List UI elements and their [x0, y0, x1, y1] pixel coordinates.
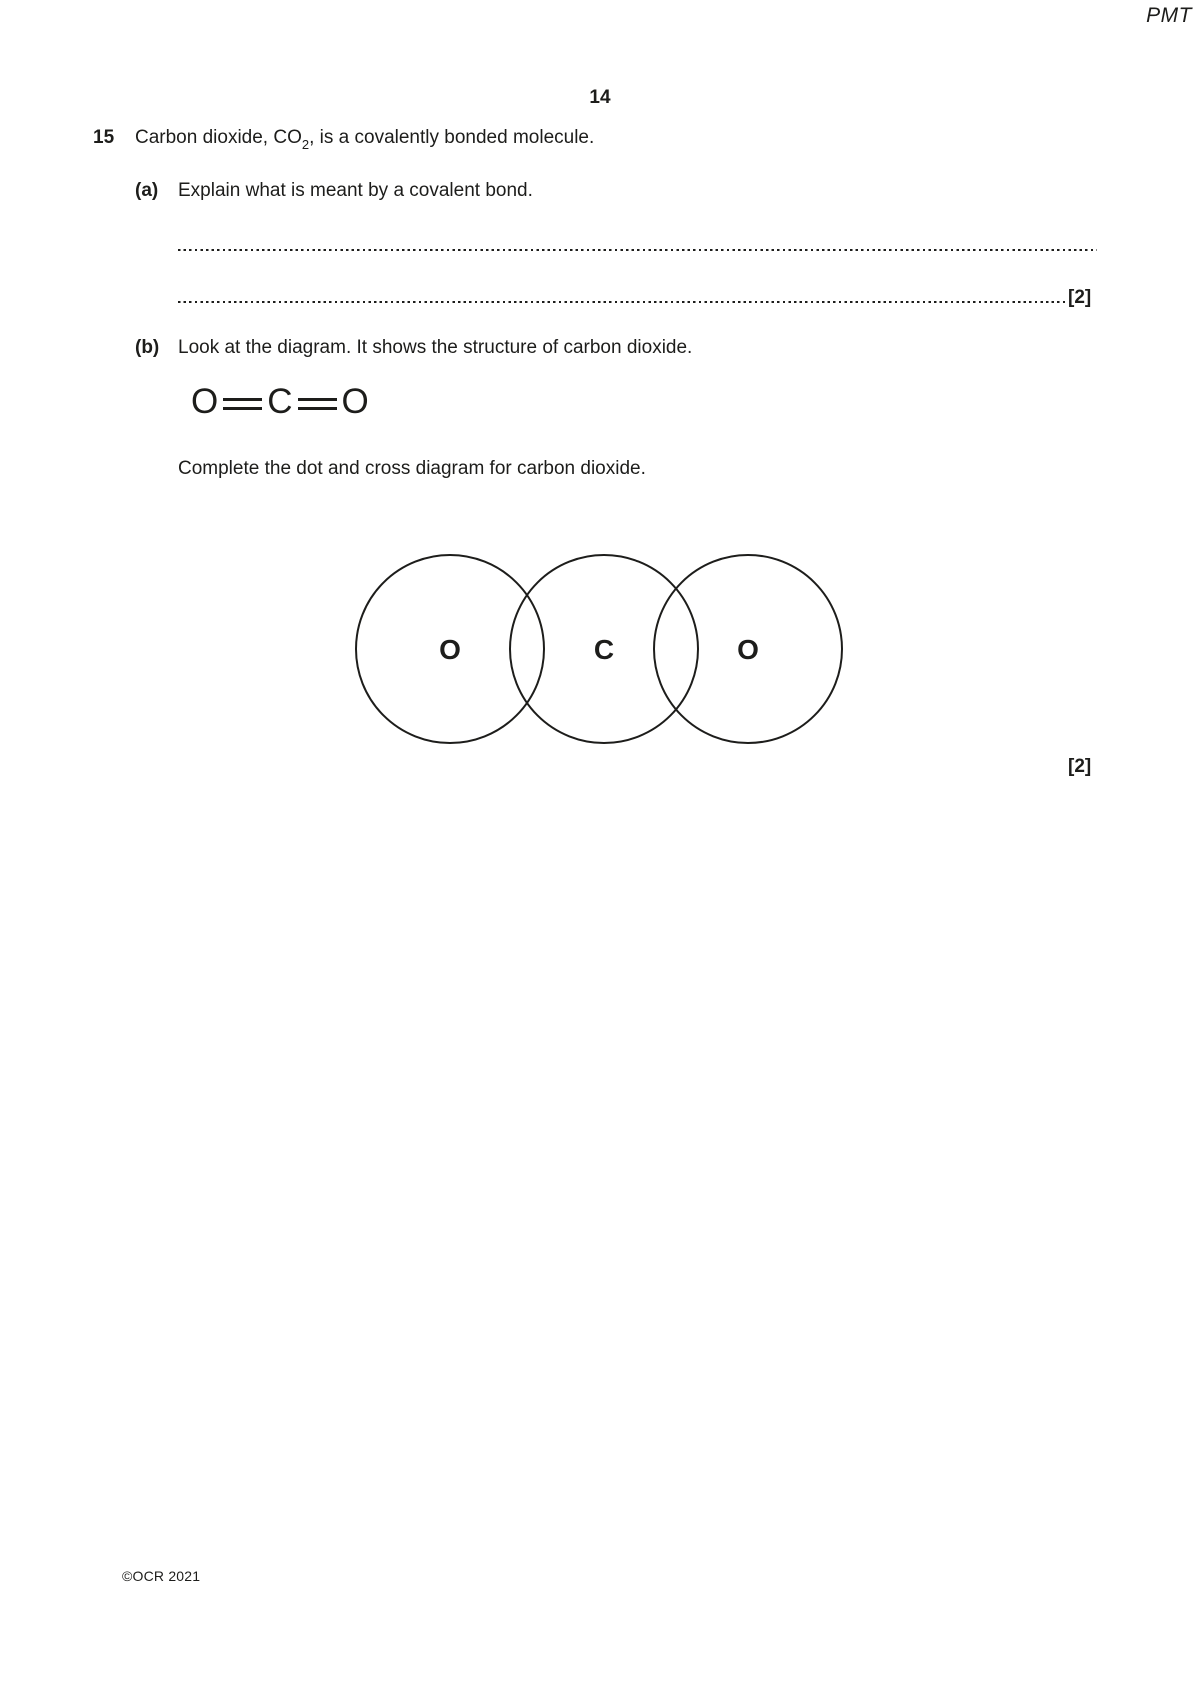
part-b-instruction: Complete the dot and cross diagram for carbon dioxide. — [178, 458, 646, 479]
page-number: 14 — [589, 87, 611, 108]
co2-structural-formula — [191, 384, 369, 419]
atom-label-O: O — [439, 634, 461, 665]
pmt-watermark: PMT — [1146, 4, 1192, 27]
double-bond-icon — [298, 398, 337, 410]
formula-atom-c: C — [267, 382, 293, 421]
copyright-notice: ©OCR 2021 — [122, 1568, 201, 1584]
part-a-prompt: Explain what is meant by a covalent bond. — [178, 180, 533, 201]
part-b-label: (b) — [135, 337, 160, 358]
part-b-row — [135, 337, 692, 358]
question-intro-suffix: , is a covalently bonded molecule. — [309, 127, 595, 148]
question-number: 15 — [93, 127, 115, 148]
answer-line-2 — [178, 301, 1065, 303]
part-a-label: (a) — [135, 180, 159, 201]
atom-label-C: C — [593, 634, 615, 665]
question-intro-prefix: Carbon dioxide, CO — [135, 127, 302, 148]
formula-atom-o1: O — [191, 382, 219, 421]
double-bond-icon — [223, 398, 262, 410]
dot-cross-diagram — [330, 530, 870, 770]
answer-line-1 — [178, 249, 1097, 251]
part-a-marks: [2] — [1068, 287, 1092, 308]
formula-atom-o2: O — [341, 382, 369, 421]
part-b-marks: [2] — [1068, 756, 1092, 777]
question-15-intro — [93, 127, 595, 152]
part-a-row — [135, 180, 533, 201]
question-intro-text — [135, 127, 595, 152]
co2-subscript: 2 — [301, 137, 310, 152]
atom-label-O: O — [737, 634, 759, 665]
part-b-prompt: Look at the diagram. It shows the structure of carbon dioxide. — [178, 337, 693, 358]
